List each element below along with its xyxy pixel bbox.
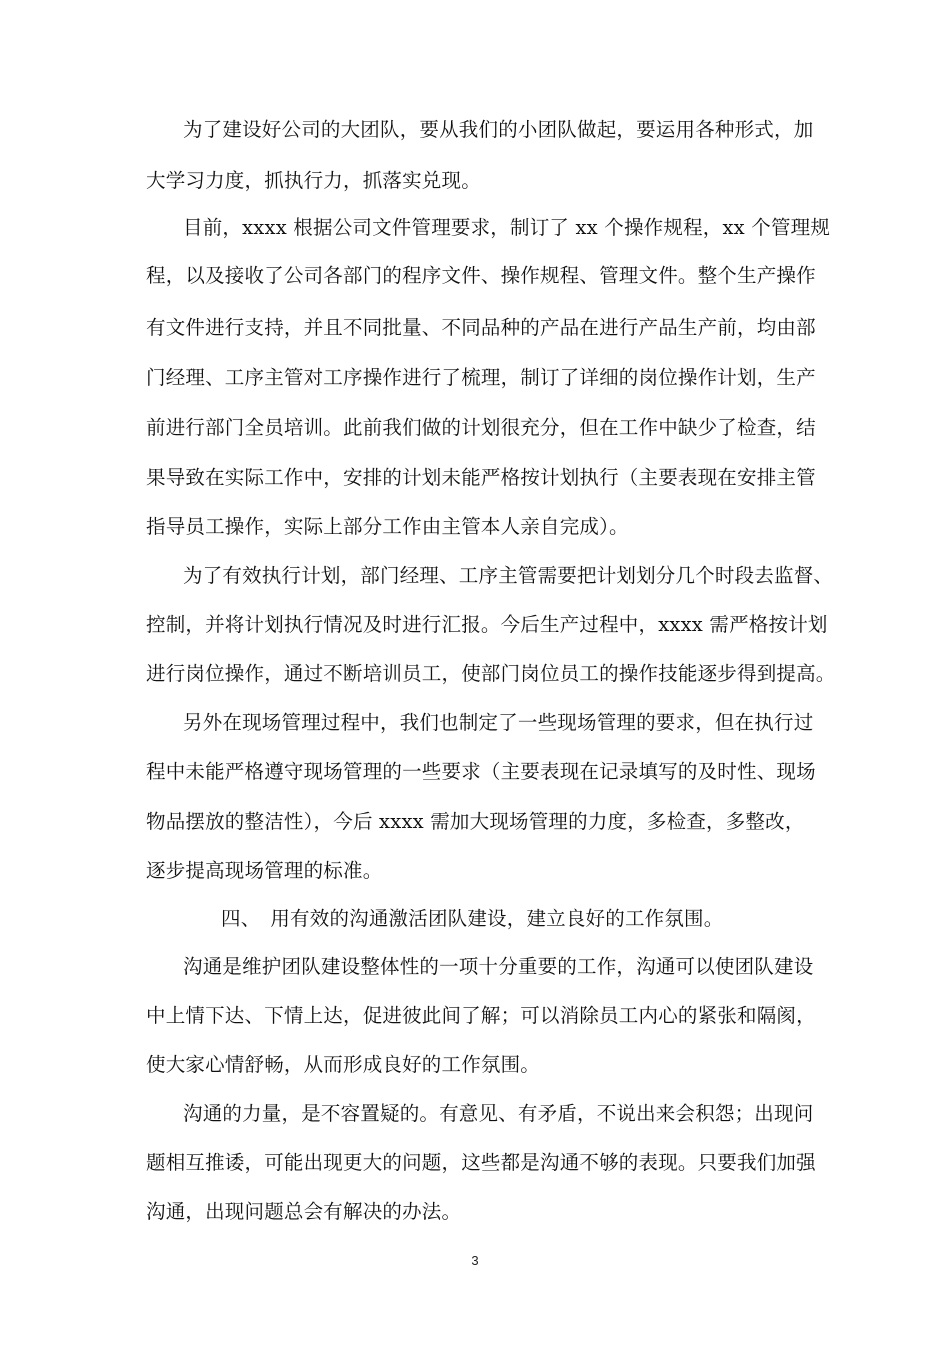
text-line: 目前，xxxx 根据公司文件管理要求，制订了 xx 个操作规程，xx 个管理规 (183, 216, 831, 239)
text-line: 指导员工操作，实际上部分工作由主管本人亲自完成）。 (146, 515, 629, 538)
text-line: 控制，并将计划执行情况及时进行汇报。今后生产过程中，xxxx 需严格按计划 (146, 613, 828, 636)
text-line: 门经理、工序主管对工序操作进行了梳理，制订了详细的岗位操作计划，生产 (146, 366, 816, 389)
text-line: 进行岗位操作，通过不断培训员工，使部门岗位员工的操作技能逐步得到提高。 (146, 662, 836, 685)
text-line: 果导致在实际工作中，安排的计划未能严格按计划执行（主要表现在安排主管 (146, 466, 816, 489)
page-number: 3 (471, 1253, 479, 1268)
text-line: 沟通是维护团队建设整体性的一项十分重要的工作，沟通可以使团队建设 (183, 955, 814, 978)
text-line: 使大家心情舒畅，从而形成良好的工作氛围。 (146, 1053, 541, 1076)
section-heading: 四、 用有效的沟通激活团队建设，建立良好的工作氛围。 (221, 907, 724, 930)
text-line: 题相互推诿，可能出现更大的问题，这些都是沟通不够的表现。只要我们加强 (146, 1151, 816, 1174)
text-line: 逐步提高现场管理的标准。 (146, 859, 383, 882)
text-line: 程中未能严格遵守现场管理的一些要求（主要表现在记录填写的及时性、现场 (146, 760, 816, 783)
text-line: 物品摆放的整洁性），今后 xxxx 需加大现场管理的力度，多检查，多整改， (146, 810, 805, 833)
text-line: 为了建设好公司的大团队，要从我们的小团队做起，要运用各种形式，加 (183, 118, 814, 141)
text-line: 大学习力度，抓执行力，抓落实兑现。 (146, 169, 481, 192)
text-line: 为了有效执行计划，部门经理、工序主管需要把计划划分几个时段去监督、 (183, 564, 834, 587)
text-line: 有文件进行支持，并且不同批量、不同品种的产品在进行产品生产前，均由部 (146, 316, 816, 339)
text-line: 沟通的力量，是不容置疑的。有意见、有矛盾，不说出来会积怨；出现问 (183, 1102, 814, 1125)
text-line: 程，以及接收了公司各部门的程序文件、操作规程、管理文件。整个生产操作 (146, 264, 816, 287)
text-line: 前进行部门全员培训。此前我们做的计划很充分，但在工作中缺少了检查，结 (146, 416, 816, 439)
text-line: 沟通，出现问题总会有解决的办法。 (146, 1200, 462, 1223)
text-line: 中上情下达、下情上达，促进彼此间了解；可以消除员工内心的紧张和隔阂， (146, 1004, 816, 1027)
text-line: 另外在现场管理过程中，我们也制定了一些现场管理的要求，但在执行过 (183, 711, 814, 734)
